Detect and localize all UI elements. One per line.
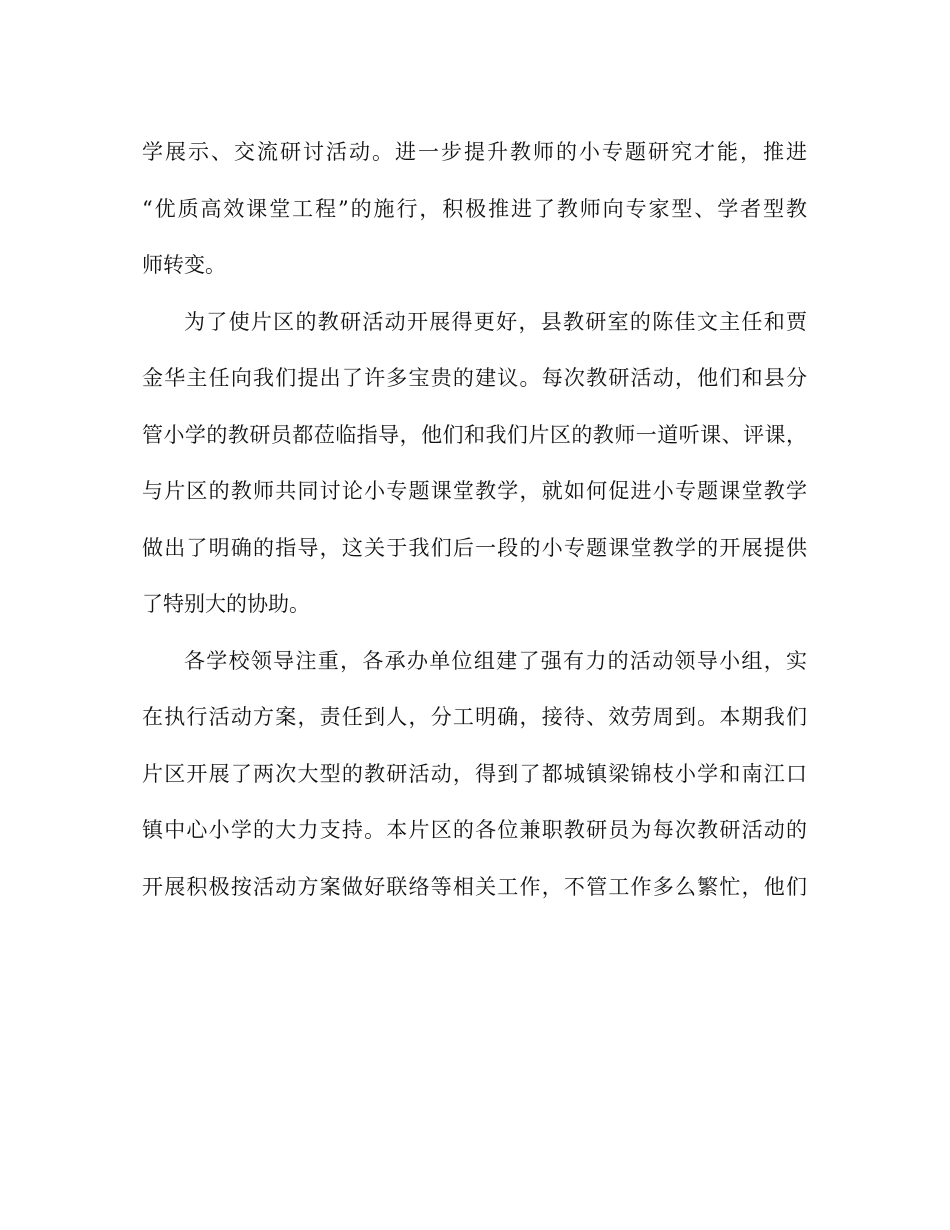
text-line: 镇中心小学的大力支持。本片区的各位兼职教研员为每次教研活动的 [142, 818, 807, 842]
text-line: 各学校领导注重，各承办单位组建了强有力的活动领导小组，实 [184, 648, 807, 673]
text-line: 开展积极按活动方案做好联络等相关工作，不管工作多么繁忙，他们 [142, 874, 807, 899]
paragraph-3 [142, 633, 807, 916]
text-line: “优质高效课堂工程”的施行，积极推进了教师向专家型、学者型教 [142, 196, 807, 221]
paragraph-1 [142, 124, 807, 294]
text-line: 为了使片区的教研活动开展得更好，县教研室的陈佳文主任和贾 [184, 309, 807, 334]
text-line: 师转变。 [142, 253, 226, 277]
text-line: 在执行活动方案，责任到人，分工明确，接待、效劳周到。本期我们 [142, 705, 807, 729]
text-line: 金华主任向我们提出了许多宝贵的建议。每次教研活动，他们和县分 [142, 366, 807, 390]
text-line: 学展示、交流研讨活动。进一步提升教师的小专题研究才能，推进 [142, 140, 807, 164]
text-line: 做出了明确的指导，这关于我们后一段的小专题课堂教学的开展提供 [142, 535, 807, 560]
text-line: 了特别大的协助。 [142, 592, 310, 616]
body-text [142, 124, 807, 915]
paragraph-2 [142, 294, 807, 633]
text-line: 与片区的教师共同讨论小专题课堂教学，就如何促进小专题课堂教学 [142, 479, 807, 503]
text-line: 管小学的教研员都莅临指导，他们和我们片区的教师一道听课、评课， [142, 422, 807, 447]
text-line: 片区开展了两次大型的教研活动，得到了都城镇梁锦枝小学和南江口 [142, 761, 807, 786]
